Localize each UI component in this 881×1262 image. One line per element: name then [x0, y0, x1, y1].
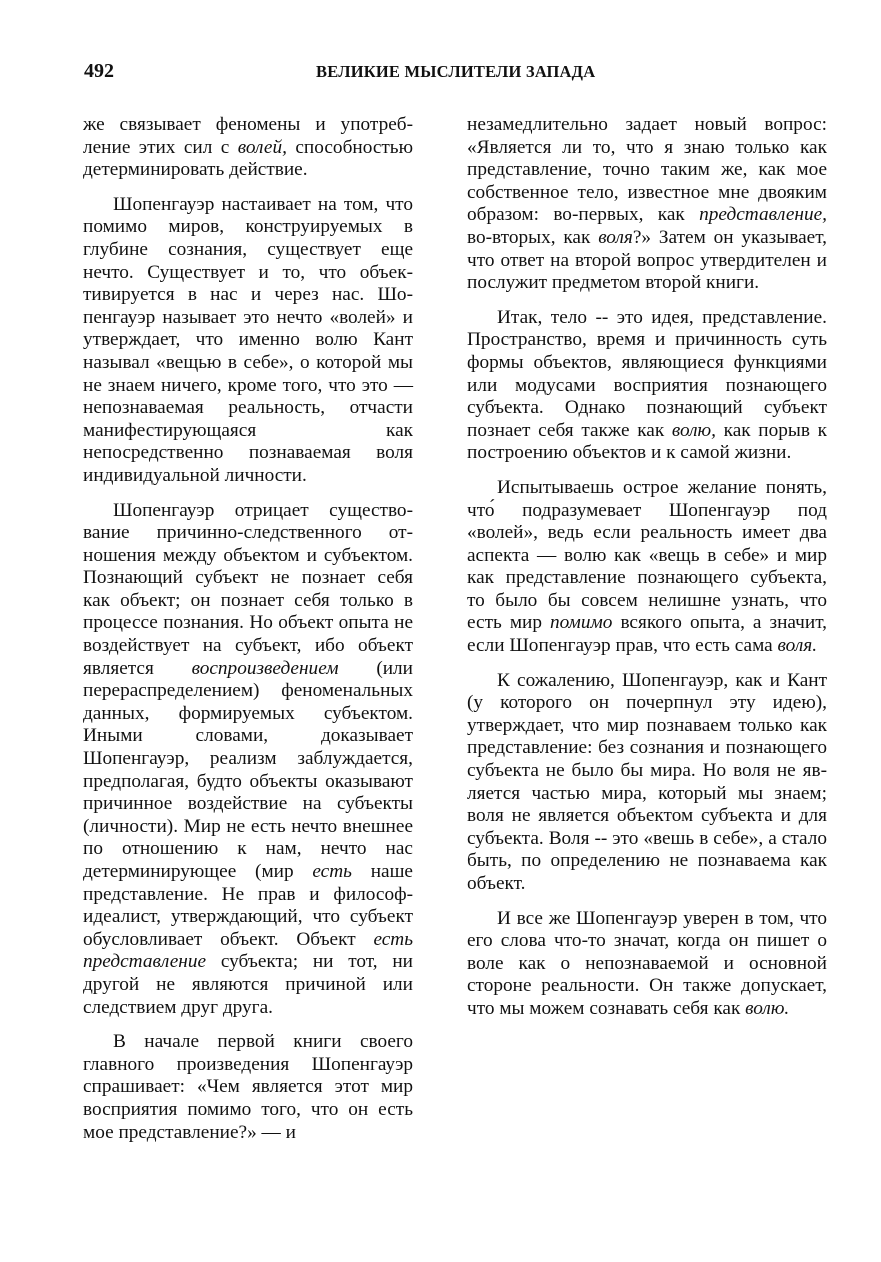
right-column	[467, 114, 827, 1021]
paragraph: Итак, тело -- это идея, представление. Пространство, время и причинность суть формы объектов, являющиеся функциями или модусами восприятия познающего субъекта. Однако познающий субъект познает себя также как волю, как порыв к построению объектов и к самой жизни.	[467, 306, 827, 464]
running-title: ВЕЛИКИЕ МЫСЛИТЕЛИ ЗАПАДА	[316, 62, 596, 81]
paragraph: Испытываешь острое желание понять, что́ подразумевает Шопенгауэр под «волей», ведь если реальность имеет два аспекта — волю как «вещь в себе» и мир как представление познающего субъекта, то было бы совсем нелишне узнать, что есть мир помимо всякого опыта, а значит, если Шопенгауэр прав, что есть сама воля.	[467, 476, 827, 657]
paragraph: незамедлительно задает новый вопрос: «Является ли то, что я знаю только как представление, точно таким же, как мое собственное тело, известное мне двояким образом: во-первых, как представление, во-вторых, как воля?» Затем он указывает, что ответ на второй вопрос утвердителен и послужит предметом второй книги.	[467, 114, 827, 294]
paragraph: В начале первой книги своего главного произведения Шопенгауэр спрашивает: «Чем является этот мир восприятия помимо того, что он есть мое представление?» — и	[83, 1031, 413, 1143]
paragraph: К сожалению, Шопенгауэр, как и Кант (у которого он почерпнул эту идею), утверждает, что мир познаваем только как представление: без сознания и познающего субъекта не было бы мира. Но воля не является частью мира, который мы знаем; воля не является объектом субъекта и для субъекта. Воля -- это «вешь в себе», а стало быть, по определению не познаваема как объект.	[467, 669, 827, 894]
paragraph: же связывает феномены и употребление этих сил с волей, способностью детерминировать действие.	[83, 114, 413, 181]
left-column	[83, 114, 413, 1144]
paragraph: И все же Шопенгауэр уверен в том, что его слова что-то значат, когда он пишет о воле как о непознаваемой и основной стороне реальности. Он также допускает, что мы можем сознавать себя как волю.	[467, 907, 827, 1019]
page-header	[84, 60, 832, 90]
paragraph: Шопенгауэр настаивает на том, что помимо миров, конструируемых в глубине сознания, существует еще нечто. Существует и то, что объективируется в нас и через нас. Шопенгауэр называет это нечто «волей» и утверждает, что именно волю Кант называл «вещью в себе», о которой мы не знаем ничего, кроме того, что это — непознаваемая реальность, отчасти манифестирующаяся как непосредственно познаваемая воля индивидуальной личности.	[83, 193, 413, 486]
page-number: 492	[84, 60, 114, 82]
paragraph: Шопенгауэр отрицает существование причинно-следственного отношения между объектом и субъектом. Познающий субъект не познает себя как объект; он познает себя только в процессе познания. Но объект опыта не воздействует на субъект, ибо объект является воспроизведением (или перераспределением) феноменальных данных, формируемых субъектом. Иными словами, доказывает Шопенгауэр, реализм заблуждается, предполагая, будто объекты оказывают причинное воздействие на субъекты (личности). Мир не есть нечто внешнее по отношению к нам, нечто нас детерминирующее (мир есть наше представление. Не прав и философ-идеалист, утверждающий, что субъект обусловливает объект. Объект есть представление субъекта; ни тот, ни другой не являются причиной или следствием друг друга.	[83, 499, 413, 1018]
